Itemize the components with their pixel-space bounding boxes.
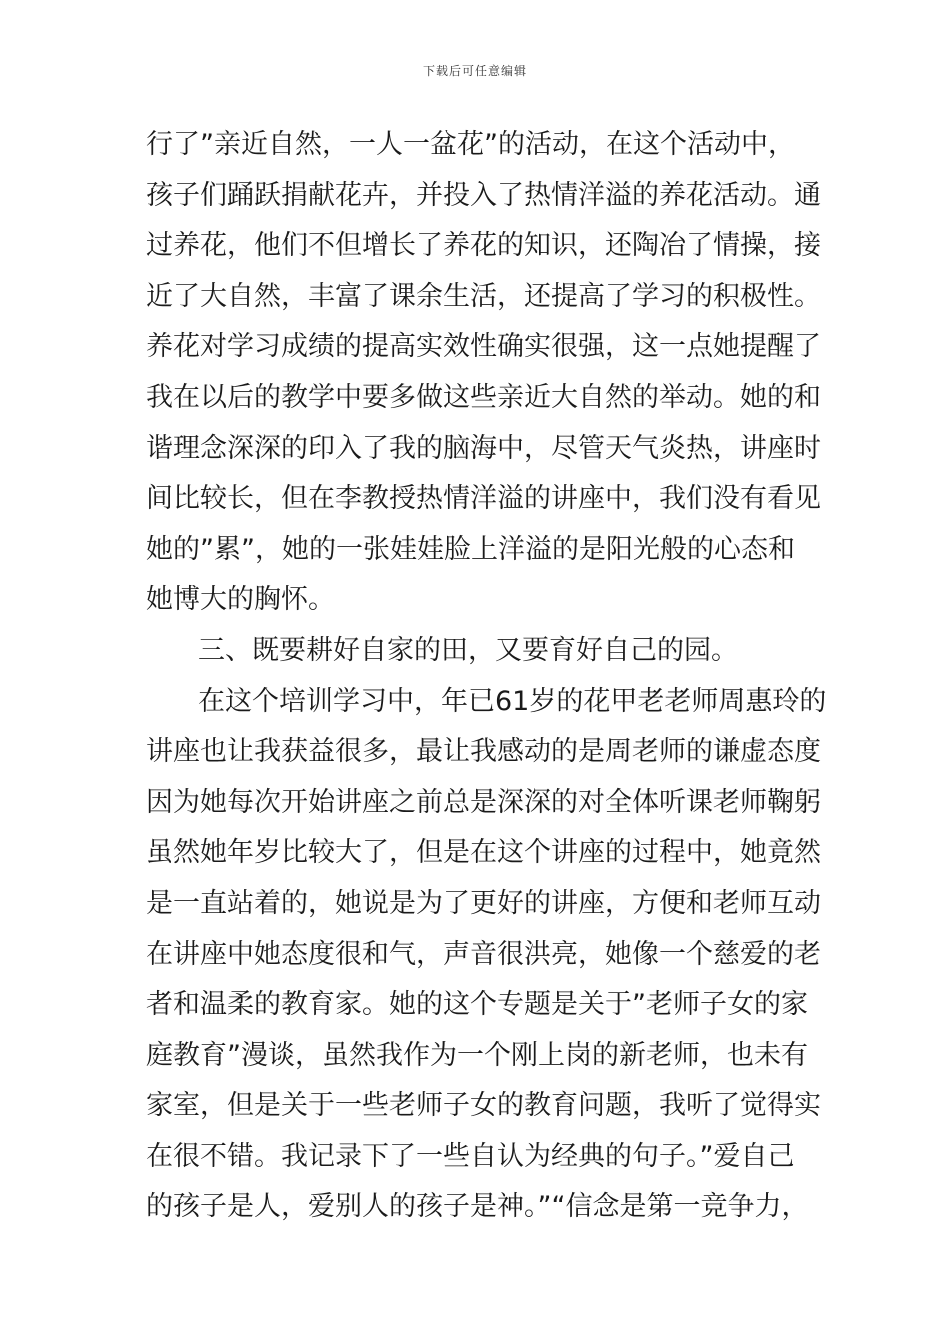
text-line: 她的”累”，她的一张娃娃脸上洋溢的是阳光般的心态和 [146,533,795,565]
text-line: 谐理念深深的印入了我的脑海中，尽管天气炎热，讲座时 [146,432,821,464]
text-line: 近了大自然，丰富了课余生活，还提高了学习的积极性。 [146,280,821,312]
text-line: 讲座也让我获益很多，最让我感动的是周老师的谦虚态度 [146,736,821,768]
text-line: 虽然她年岁比较大了，但是在这个讲座的过程中，她竟然 [146,837,821,869]
section-heading: 三、既要耕好自家的田，又要育好自己的园。 [198,634,738,666]
header-note: 下载后可任意编辑 [422,64,527,78]
text-line: 庭教育”漫谈，虽然我作为一个刚上岗的新老师，也未有 [146,1039,808,1071]
document-body [146,120,827,1233]
text-line: 过养花，他们不但增长了养花的知识，还陶冶了情操，接 [146,230,821,262]
text-line: 在讲座中她态度很和气，声音很洪亮，她像一个慈爱的老 [146,938,821,970]
text-line: 间比较长，但在李教授热情洋溢的讲座中，我们没有看见 [146,483,821,515]
text-line: 养花对学习成绩的提高实效性确实很强，这一点她提醒了 [146,331,821,363]
text-line: 是一直站着的，她说是为了更好的讲座，方便和老师互动 [146,887,821,919]
text-line: 孩子们踊跃捐献花卉，并投入了热情洋溢的养花活动。通 [146,179,821,211]
text-line: 的孩子是人，爱别人的孩子是神。”“信念是第一竞争力， [146,1191,809,1223]
text-line: 行了”亲近自然，一人一盆花”的活动，在这个活动中， [146,129,795,160]
text-line: 我在以后的教学中要多做这些亲近大自然的举动。她的和 [146,381,821,413]
text-line: 因为她每次开始讲座之前总是深深的对全体听课老师鞠躬 [146,786,821,818]
text-line: 家室，但是关于一些老师子女的教育问题，我听了觉得实 [146,1090,821,1122]
text-line: 者和温柔的教育家。她的这个专题是关于”老师子女的家 [146,989,808,1021]
text-line: 在很不错。我记录下了一些自认为经典的句子。”爱自己 [146,1140,795,1172]
text-line: 她博大的胸怀。 [146,584,335,616]
text-line: 在这个培训学习中，年已61岁的花甲老老师周惠玲的 [198,685,827,717]
